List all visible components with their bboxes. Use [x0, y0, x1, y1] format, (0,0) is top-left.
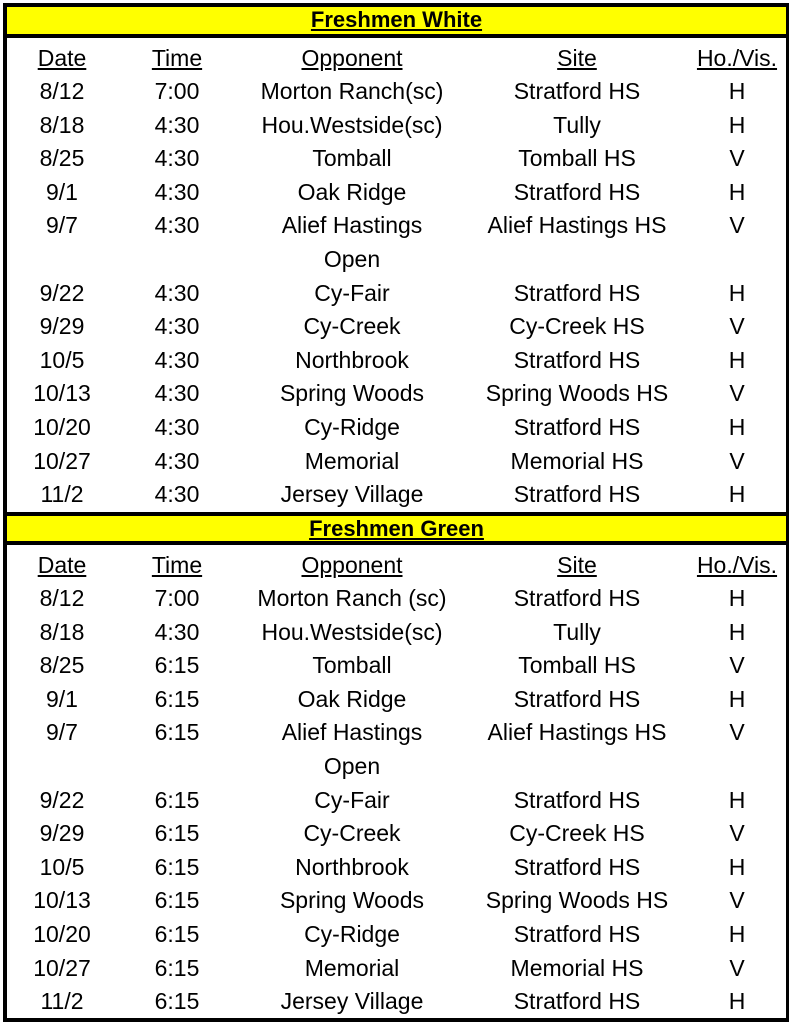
cell-opponent: Open — [323, 753, 381, 779]
table-row — [7, 784, 786, 817]
cell-date: 9/22 — [39, 786, 85, 813]
cell-date: 10/5 — [39, 346, 85, 373]
cell-opponent: Tomball — [312, 652, 392, 679]
column-header-date: Date — [37, 45, 87, 71]
table-row — [7, 75, 786, 108]
column-header-site: Site — [557, 552, 597, 578]
cell-date: 9/29 — [39, 820, 85, 847]
table-row — [7, 985, 786, 1018]
cell-opponent: Memorial — [304, 954, 400, 981]
cell-date: 8/18 — [39, 111, 85, 138]
cell-time: 4:30 — [154, 178, 200, 205]
cell-time: 4:30 — [154, 111, 200, 138]
cell-time: 4:30 — [154, 481, 200, 508]
schedule-section-freshmen-white — [7, 5, 786, 512]
cell-home-visitor: V — [729, 652, 745, 679]
cell-time: 7:00 — [154, 78, 200, 104]
cell-time: 4:30 — [154, 212, 200, 239]
table-row — [7, 377, 786, 410]
cell-date: 10/5 — [39, 853, 85, 880]
cell-date: 10/27 — [33, 954, 91, 981]
cell-time: 4:30 — [154, 447, 200, 474]
cell-site: Stratford HS — [513, 279, 641, 306]
cell-home-visitor: H — [728, 78, 746, 104]
column-header-site: Site — [557, 45, 597, 71]
cell-opponent: Spring Woods — [279, 380, 425, 407]
cell-home-visitor: H — [728, 414, 746, 440]
cell-site: Cy-Creek HS — [509, 313, 645, 340]
column-header-row — [7, 549, 786, 582]
table-row — [7, 884, 786, 917]
cell-home-visitor: V — [729, 145, 745, 172]
cell-time: 6:15 — [154, 685, 200, 712]
cell-date: 11/2 — [40, 481, 84, 508]
cell-opponent: Northbrook — [295, 853, 409, 880]
cell-date: 10/13 — [33, 887, 91, 914]
cell-site: Tully — [553, 111, 601, 138]
cell-opponent: Jersey Village — [280, 988, 424, 1015]
cell-home-visitor: V — [729, 820, 745, 847]
column-header-time: Time — [151, 45, 203, 71]
column-header-home-visitor: Ho./Vis. — [696, 45, 778, 71]
cell-home-visitor: V — [729, 313, 745, 340]
cell-date: 10/13 — [33, 380, 91, 407]
cell-time: 4:30 — [154, 313, 200, 340]
cell-opponent: Cy-Creek — [303, 313, 401, 340]
cell-date: 11/2 — [40, 988, 84, 1015]
cell-opponent: Cy-Creek — [303, 820, 401, 847]
cell-site: Stratford HS — [513, 921, 641, 947]
cell-opponent: Hou.Westside(sc) — [261, 111, 443, 138]
cell-site: Stratford HS — [513, 346, 641, 373]
cell-site: Memorial HS — [510, 447, 644, 474]
cell-site: Memorial HS — [510, 954, 644, 981]
column-header-home-visitor: Ho./Vis. — [696, 552, 778, 578]
cell-opponent: Oak Ridge — [297, 685, 407, 712]
table-row — [7, 750, 786, 783]
cell-date: 8/25 — [39, 652, 85, 679]
cell-date: 8/12 — [39, 78, 85, 104]
cell-opponent: Tomball — [312, 145, 392, 172]
cell-time: 4:30 — [154, 414, 200, 440]
column-header-row — [7, 42, 786, 75]
cell-site: Alief Hastings HS — [487, 212, 667, 239]
table-row — [7, 142, 786, 175]
cell-home-visitor: H — [728, 988, 746, 1015]
cell-site: Spring Woods HS — [485, 380, 669, 407]
cell-opponent: Spring Woods — [279, 887, 425, 914]
section-title: Freshmen Green — [309, 516, 484, 541]
cell-home-visitor: H — [728, 685, 746, 712]
cell-home-visitor: H — [728, 853, 746, 880]
cell-home-visitor: H — [728, 178, 746, 205]
cell-site: Cy-Creek HS — [509, 820, 645, 847]
table-row — [7, 109, 786, 142]
cell-date: 10/20 — [33, 921, 91, 947]
cell-home-visitor: H — [728, 585, 746, 611]
cell-home-visitor: V — [729, 212, 745, 239]
table-row — [7, 683, 786, 716]
cell-opponent: Cy-Ridge — [304, 414, 400, 440]
cell-time: 6:15 — [154, 988, 200, 1015]
cell-time: 4:30 — [154, 346, 200, 373]
table-row — [7, 851, 786, 884]
cell-opponent: Jersey Village — [280, 481, 424, 508]
cell-opponent: Alief Hastings — [281, 212, 423, 239]
section-title: Freshmen White — [310, 7, 483, 32]
cell-home-visitor: H — [728, 279, 746, 306]
table-row — [7, 649, 786, 682]
cell-opponent: Hou.Westside(sc) — [261, 618, 443, 645]
schedule-frame — [3, 3, 789, 1022]
cell-home-visitor: H — [728, 921, 746, 947]
cell-site: Stratford HS — [513, 685, 641, 712]
column-header-opponent: Opponent — [301, 552, 403, 578]
cell-time: 7:00 — [154, 585, 200, 611]
cell-time: 4:30 — [154, 279, 200, 306]
section-title-banner — [7, 5, 786, 38]
cell-opponent: Open — [323, 246, 381, 272]
cell-date: 10/20 — [33, 414, 91, 440]
cell-home-visitor: H — [728, 346, 746, 373]
table-row — [7, 817, 786, 850]
cell-opponent: Morton Ranch(sc) — [260, 78, 444, 104]
cell-site: Stratford HS — [513, 481, 641, 508]
cell-time: 6:15 — [154, 820, 200, 847]
cell-opponent: Cy-Ridge — [304, 921, 400, 947]
table-row — [7, 952, 786, 985]
cell-time: 6:15 — [154, 786, 200, 813]
table-row — [7, 209, 786, 242]
cell-date: 9/7 — [46, 719, 78, 746]
cell-site: Tomball HS — [518, 145, 636, 172]
cell-opponent: Alief Hastings — [281, 719, 423, 746]
cell-site: Stratford HS — [513, 585, 641, 611]
cell-time: 4:30 — [154, 380, 200, 407]
cell-site: Stratford HS — [513, 414, 641, 440]
cell-home-visitor: H — [728, 786, 746, 813]
table-row — [7, 310, 786, 343]
cell-site: Stratford HS — [513, 178, 641, 205]
column-header-time: Time — [151, 552, 203, 578]
cell-time: 4:30 — [154, 145, 200, 172]
cell-opponent: Northbrook — [295, 346, 409, 373]
cell-site: Stratford HS — [513, 988, 641, 1015]
cell-opponent: Memorial — [304, 447, 400, 474]
cell-opponent: Cy-Fair — [314, 786, 390, 813]
cell-home-visitor: V — [729, 380, 745, 407]
table-row — [7, 716, 786, 749]
cell-opponent: Cy-Fair — [314, 279, 390, 306]
cell-time: 6:15 — [154, 652, 200, 679]
table-row — [7, 243, 786, 276]
schedule-section-freshmen-green — [7, 512, 786, 1018]
cell-home-visitor: V — [729, 887, 745, 914]
cell-date: 9/22 — [39, 279, 85, 306]
table-row — [7, 277, 786, 310]
cell-home-visitor: V — [729, 719, 745, 746]
cell-date: 10/27 — [33, 447, 91, 474]
cell-time: 6:15 — [154, 719, 200, 746]
table-row — [7, 344, 786, 377]
table-row — [7, 582, 786, 615]
cell-opponent: Oak Ridge — [297, 178, 407, 205]
cell-time: 6:15 — [154, 954, 200, 981]
cell-date: 8/18 — [39, 618, 85, 645]
cell-home-visitor: H — [728, 481, 746, 508]
table-row — [7, 411, 786, 444]
column-header-date: Date — [37, 552, 87, 578]
cell-time: 6:15 — [154, 887, 200, 914]
cell-site: Stratford HS — [513, 786, 641, 813]
table-row — [7, 478, 786, 511]
cell-date: 9/1 — [46, 178, 78, 205]
cell-date: 8/25 — [39, 145, 85, 172]
cell-opponent: Morton Ranch (sc) — [257, 585, 447, 611]
cell-home-visitor: H — [728, 618, 746, 645]
cell-site: Stratford HS — [513, 78, 641, 104]
cell-site: Stratford HS — [513, 853, 641, 880]
cell-site: Spring Woods HS — [485, 887, 669, 914]
cell-time: 6:15 — [154, 921, 200, 947]
cell-site: Tomball HS — [518, 652, 636, 679]
table-row — [7, 918, 786, 951]
cell-date: 9/1 — [46, 685, 78, 712]
cell-site: Alief Hastings HS — [487, 719, 667, 746]
table-row — [7, 616, 786, 649]
cell-date: 8/12 — [39, 585, 85, 611]
cell-home-visitor: H — [728, 111, 746, 138]
cell-home-visitor: V — [729, 447, 745, 474]
section-title-banner — [7, 512, 786, 545]
cell-time: 4:30 — [154, 618, 200, 645]
table-row — [7, 445, 786, 478]
cell-date: 9/7 — [46, 212, 78, 239]
column-header-opponent: Opponent — [301, 45, 403, 71]
table-row — [7, 176, 786, 209]
cell-home-visitor: V — [729, 954, 745, 981]
cell-date: 9/29 — [39, 313, 85, 340]
cell-site: Tully — [553, 618, 601, 645]
cell-time: 6:15 — [154, 853, 200, 880]
